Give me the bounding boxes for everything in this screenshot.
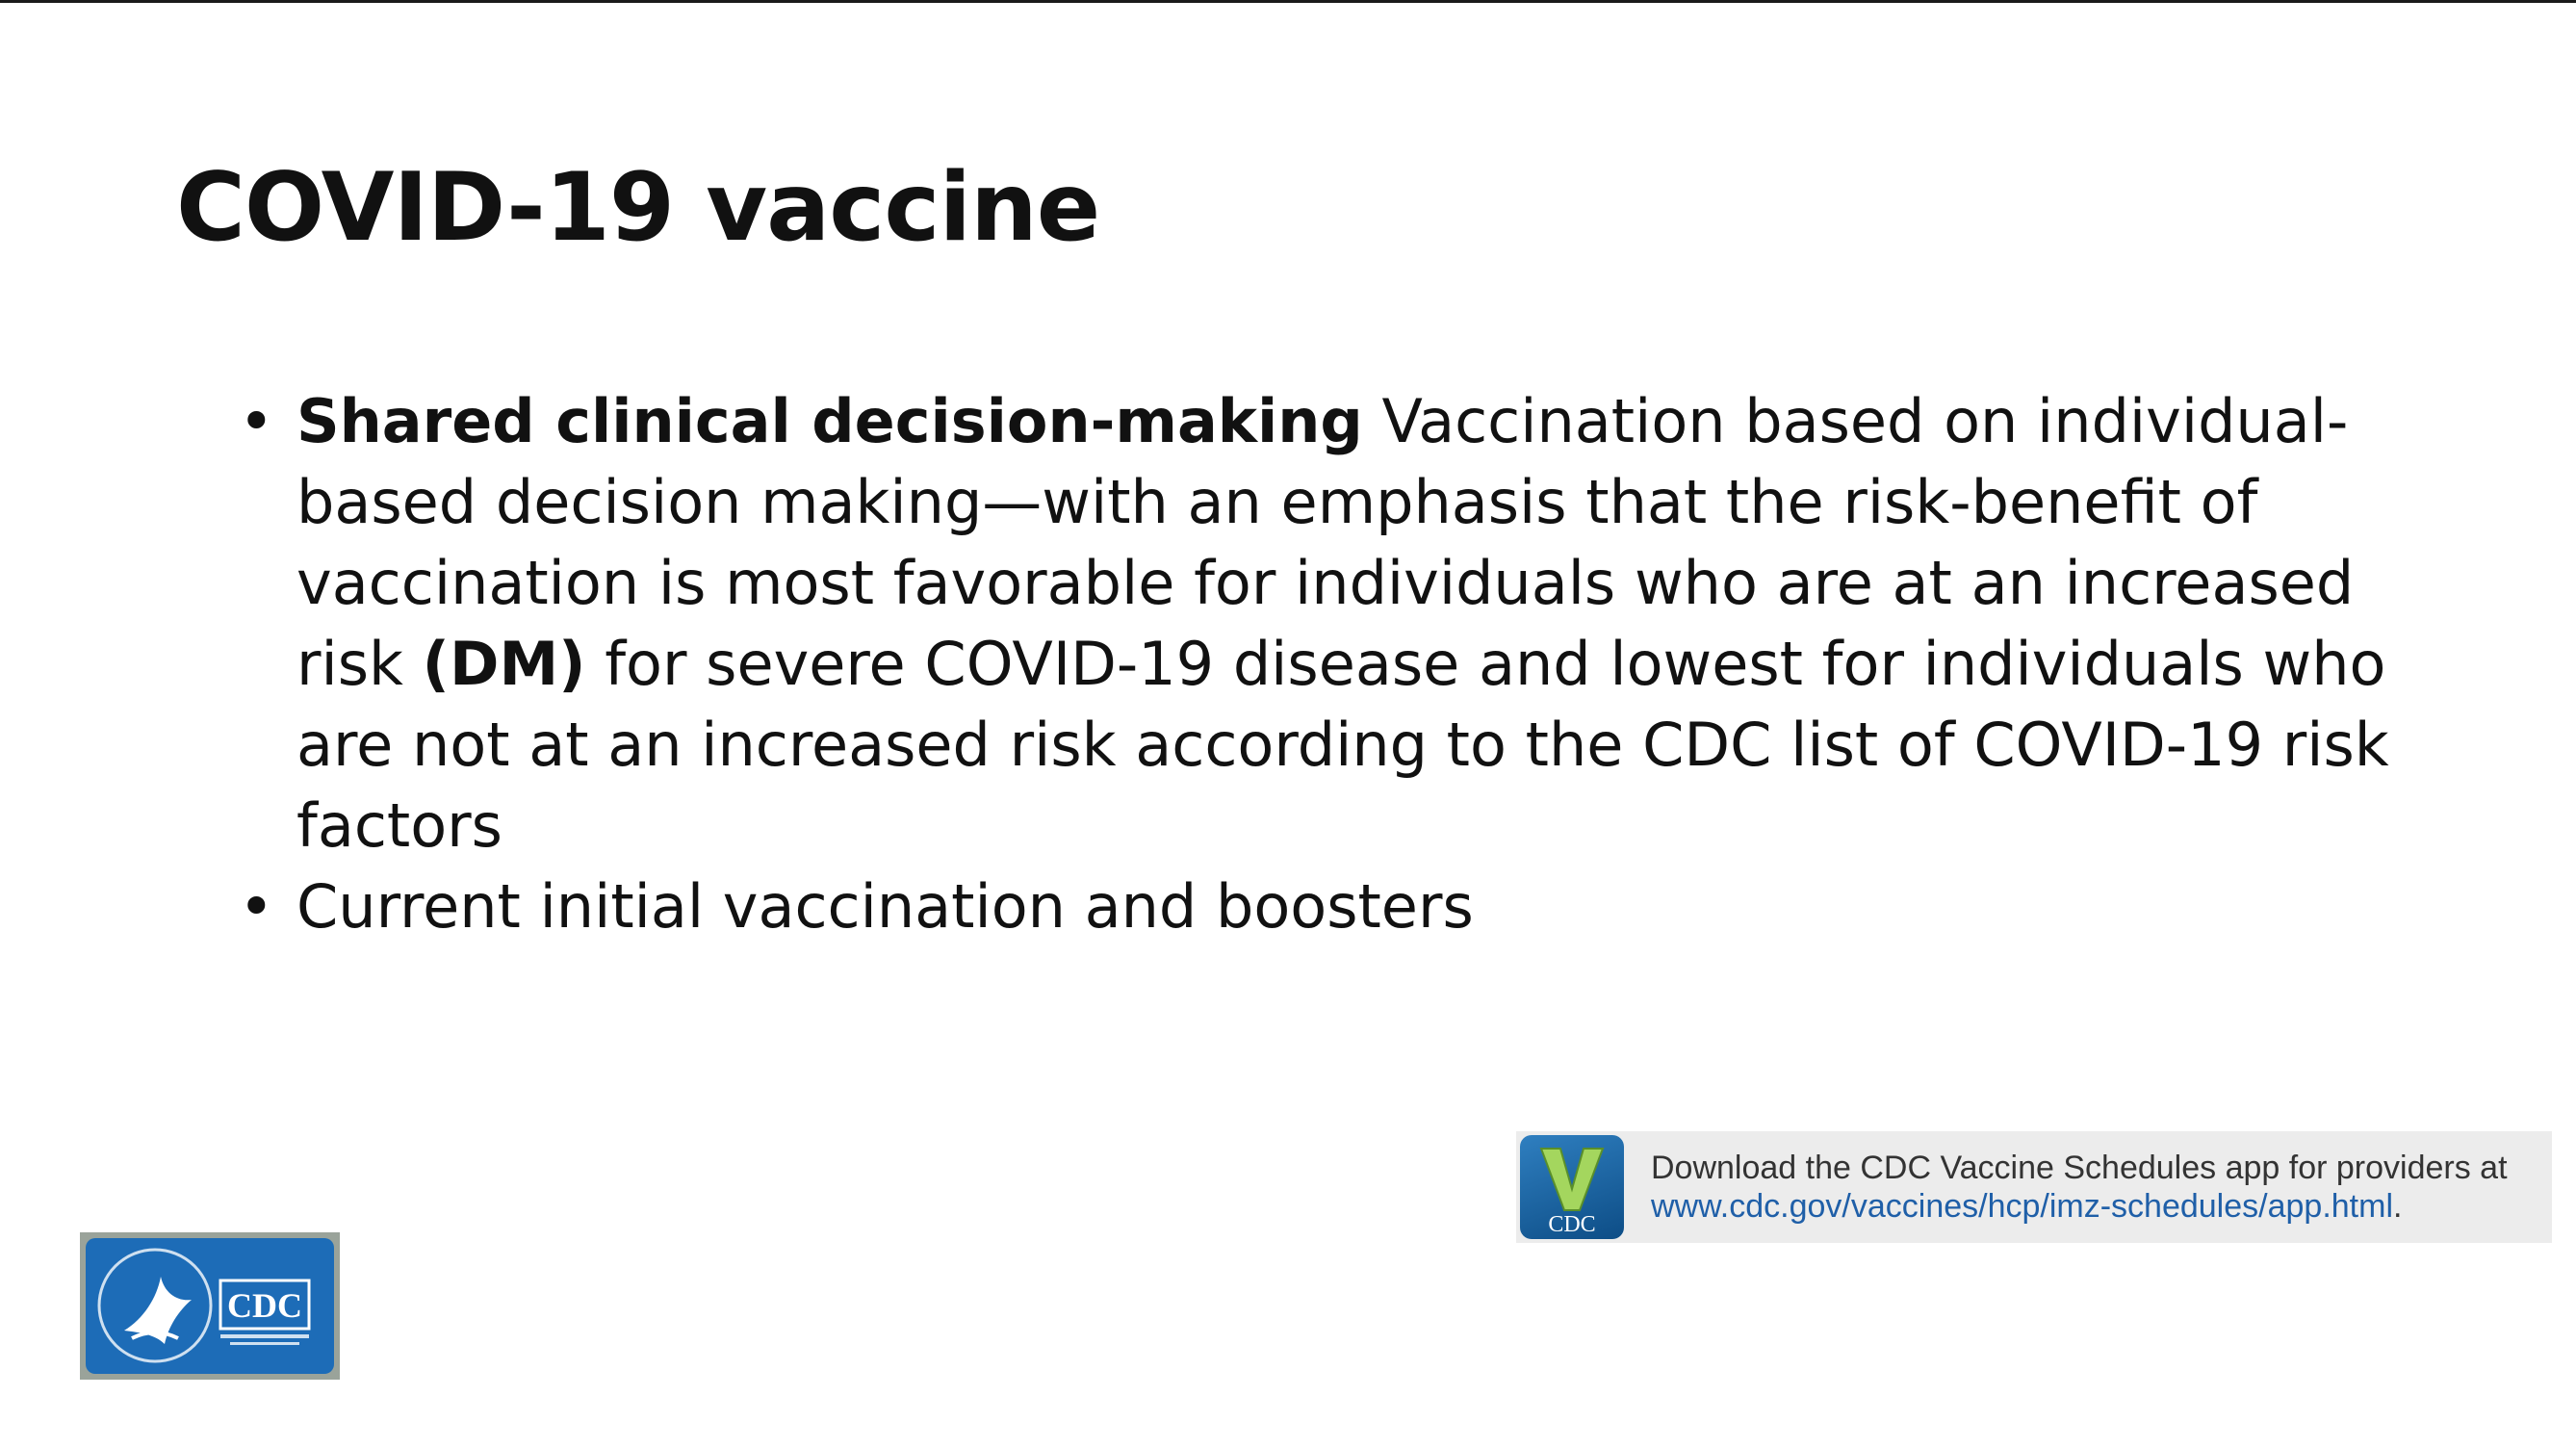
bullet-marker: • <box>239 386 274 456</box>
hhs-cdc-logo <box>80 1232 340 1380</box>
app-icon-label: CDC <box>1548 1212 1596 1237</box>
bullet-bold-dm: (DM) <box>422 629 586 699</box>
bullet-list <box>231 381 2407 947</box>
cdc-logo-panel <box>86 1238 334 1374</box>
app-link-suffix: . <box>2393 1188 2403 1225</box>
bullet-item-shared-decision <box>231 381 2407 866</box>
slide-title: COVID-19 vaccine <box>176 153 1100 263</box>
bullet-text: Vaccination based on individual-based decision making—with an emphasis that the risk-benefit of vaccination is most favorable for individuals who are at an increased risk <box>296 386 2355 699</box>
cdc-vaccine-app-icon <box>1520 1135 1624 1239</box>
app-banner-description: Download the CDC Vaccine Schedules app for providers at <box>1651 1150 2508 1186</box>
bullet-marker: • <box>239 871 274 942</box>
app-download-banner <box>1516 1131 2552 1243</box>
bullet-text: Current initial vaccination and boosters <box>296 871 1474 942</box>
cdc-logo-label: CDC <box>227 1286 302 1325</box>
bullet-item-boosters <box>231 866 2407 947</box>
bullet-text-end: for severe COVID-19 disease and lowest for individuals who are not at an increased risk according to the CDC list of COVID-19 risk factors <box>296 629 2389 861</box>
app-download-link[interactable]: www.cdc.gov/vaccines/hcp/imz-schedules/app.html <box>1651 1188 2393 1225</box>
app-banner-text <box>1651 1149 2508 1226</box>
bullet-bold-term: Shared clinical decision-making <box>296 386 1363 456</box>
